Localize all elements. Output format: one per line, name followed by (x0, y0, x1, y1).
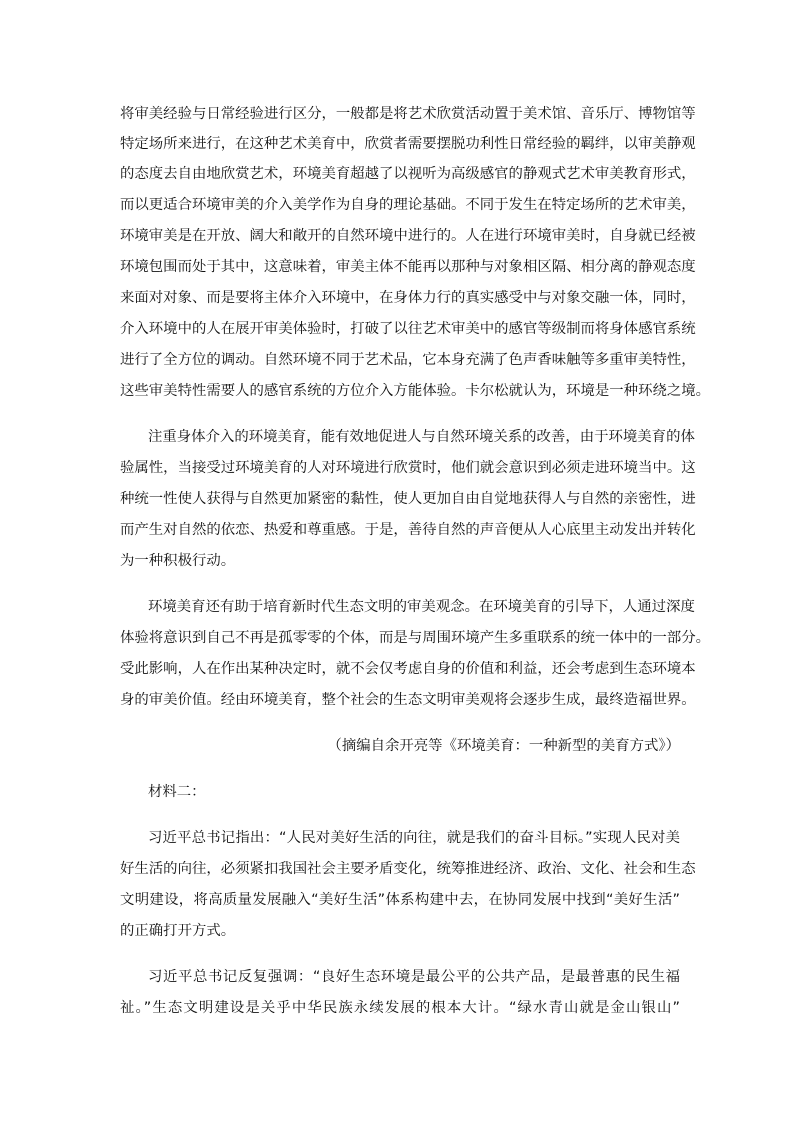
text-line: 介入环境中的人在展开审美体验时，打破了以往艺术审美中的感官等级制而将身体感官系统 (120, 321, 696, 337)
text-line: 特定场所来进行，在这种艺术美育中，欣赏者需要摆脱功利性日常经验的羁绊，以审美静观 (120, 136, 696, 152)
text-line: 环境包围而处于其中，这意味着，审美主体不能再以那种与对象相区隔、相分离的静观态度 (120, 259, 696, 275)
text-line: 祉。”生态文明建设是关乎中华民族永续发展的根本大计。“绿水青山就是金山银山” (120, 1000, 680, 1016)
text-line: 而以更适合环境审美的介入美学作为自身的理论基础。不同于发生在特定场所的艺术审美， (120, 197, 696, 213)
text-line: 环境审美是在开放、阔大和敞开的自然环境中进行的。人在进行环境审美时，自身就已经被 (120, 228, 696, 244)
text-line: 将审美经验与日常经验进行区分，一般都是将艺术欣赏活动置于美术馆、音乐厅、博物馆等 (120, 106, 696, 122)
text-line: 种统一性使人获得与自然更加紧密的黏性，使人更加自由自觉地获得人与自然的亲密性，进 (120, 491, 696, 507)
text-line: 体验将意识到自己不再是孤零零的个体，而是与周围环境产生多重联系的统一体中的一部分。 (120, 630, 711, 646)
text-line: 的正确打开方式。 (120, 923, 236, 939)
text-line: 习近平总书记反复强调：“良好生态环境是最公平的公共产品，是最普惠的民生福 (148, 969, 680, 985)
text-line: 来面对对象、而是要将主体介入环境中，在身体力行的真实感受中与对象交融一体，同时， (120, 290, 696, 306)
citation: （摘编自余开亮等《环境美育：一种新型的美育方式》） (327, 738, 680, 754)
text-line: 习近平总书记指出：“人民对美好生活的向往，就是我们的奋斗目标。”实现人民对美 (148, 830, 680, 846)
text-line: 好生活的向往，必须紧扣我国社会主要矛盾变化，统筹推进经济、政治、文化、社会和生态 (120, 861, 696, 877)
text-line: 受此影响，人在作出某种决定时，就不会仅考虑自身的价值和利益，还会考虑到生态环境本 (120, 661, 696, 677)
text-line: 身的审美价值。经由环境美育，整个社会的生态文明审美观将会逐步生成，最终造福世界。 (120, 692, 696, 708)
text-line: 环境美育还有助于培育新时代生态文明的审美观念。在环境美育的引导下，人通过深度 (148, 599, 695, 615)
section-label: 材料二： (148, 784, 206, 800)
text-line: 的态度去自由地欣赏艺术，环境美育超越了以视听为高级感官的静观式艺术审美教育形式， (120, 166, 696, 182)
text-line: 注重身体介入的环境美育，能有效地促进人与自然环境关系的改善，由于环境美育的体 (148, 429, 695, 445)
text-line: 验属性，当接受过环境美育的人对环境进行欣赏时，他们就会意识到必须走进环境当中。这 (120, 460, 696, 476)
text-line: 为一种积极行动。 (120, 553, 236, 569)
text-line: 这些审美特性需要人的感官系统的方位介入方能体验。卡尔松就认为，环境是一种环绕之境。 (120, 383, 711, 399)
text-line: 而产生对自然的依恋、热爱和尊重感。于是，善待自然的声音便从人心底里主动发出并转化 (120, 522, 696, 538)
text-line: 进行了全方位的调动。自然环境不同于艺术品，它本身充满了色声香味触等多重审美特性， (120, 352, 696, 368)
text-line: 文明建设，将高质量发展融入“美好生活”体系构建中去，在协同发展中找到“美好生活” (120, 892, 680, 908)
